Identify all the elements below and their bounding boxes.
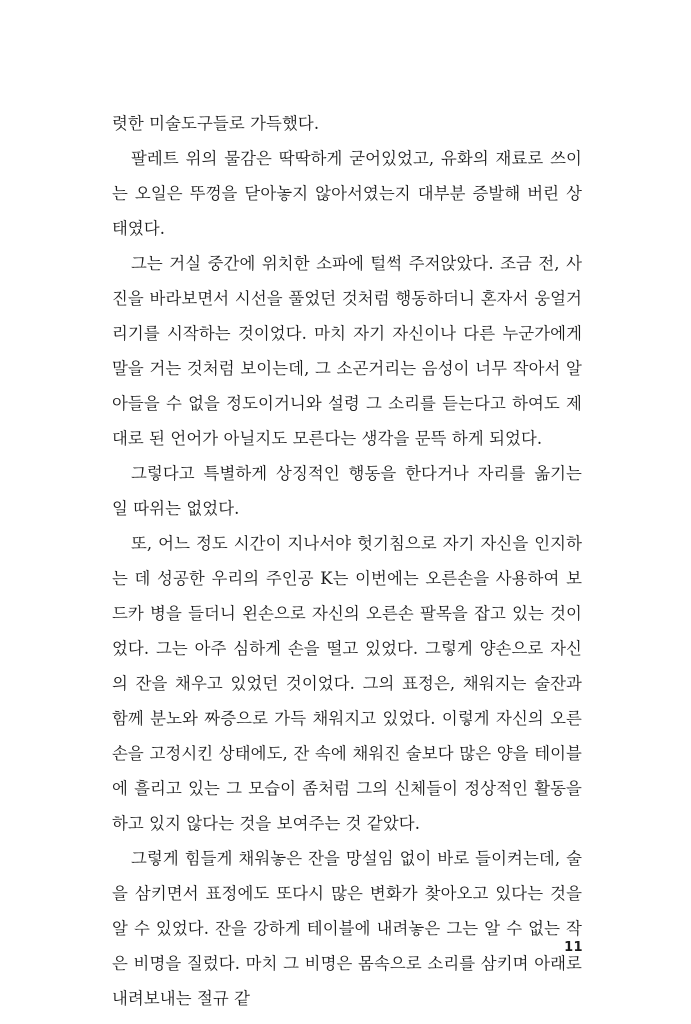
paragraph-continued: 렷한 미술도구들로 가득했다. xyxy=(112,114,320,133)
page-text-block xyxy=(112,106,582,1016)
paragraph: 그는 거실 중간에 위치한 소파에 털썩 주저앉았다. 조금 전, 사진을 바라보면서 시선을 풀었던 것처럼 행동하더니 혼자서 웅얼거리기를 시작하는 것이었다. 마치 자기 자신이나 다른 누군가에게 말을 거는 것처럼 보이는데, 그 소곤거리는 음성이 너무 작아서 알아들을 수 없을 정도이거니와 설령 그 소리를 듣는다고 하여도 제대로 된 언어가 아닐지도 모른다는 생각을 문뜩 하게 되었다. xyxy=(112,254,582,448)
page-number: 11 xyxy=(564,940,583,955)
paragraph: 또, 어느 정도 시간이 지나서야 헛기침으로 자기 자신을 인지하는 데 성공한 우리의 주인공 K는 이번에는 오른손을 사용하여 보드카 병을 들더니 왼손으로 자신의 오른손 팔목을 잡고 있는 것이었다. 그는 아주 심하게 손을 떨고 있었다. 그렇게 양손으로 자신의 잔을 채우고 있었던 것이었다. 그의 표정은, 채워지는 술잔과 함께 분노와 짜증으로 가득 채워지고 있었다. 이렇게 자신의 오른손을 고정시킨 상태에도, 잔 속에 채워진 술보다 많은 양을 테이블에 흘리고 있는 그 모습이 좀처럼 그의 신체들이 정상적인 활동을 하고 있지 않다는 것을 보여주는 것 같았다. xyxy=(112,534,582,833)
paragraph: 그렇게 힘들게 채워놓은 잔을 망설임 없이 바로 들이켜는데, 술을 삼키면서 표정에도 또다시 많은 변화가 찾아오고 있다는 것을 알 수 있었다. 잔을 강하게 테이블에 내려놓은 그는 알 수 없는 작은 비명을 질렀다. 마치 그 비명은 몸속으로 소리를 삼키며 아래로 내려보내는 절규 같 xyxy=(112,849,582,1008)
paragraph: 팔레트 위의 물감은 딱딱하게 굳어있었고, 유화의 재료로 쓰이는 오일은 뚜껑을 닫아놓지 않아서였는지 대부분 증발해 버린 상태였다. xyxy=(112,149,582,238)
paragraph: 그렇다고 특별하게 상징적인 행동을 한다거나 자리를 옮기는 일 따위는 없었다. xyxy=(112,464,582,518)
